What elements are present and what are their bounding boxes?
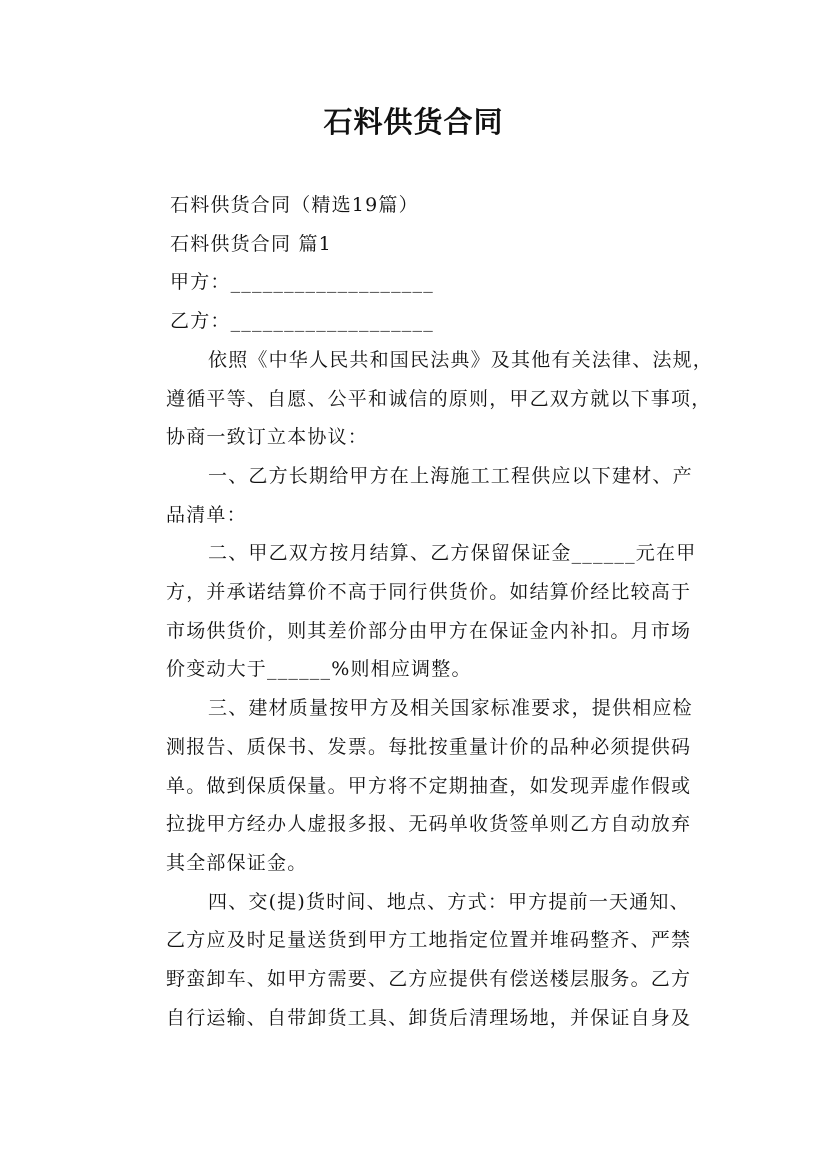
paragraph-line: 二、甲乙双方按月结算、乙方保留保证金______元在甲 [208, 542, 697, 565]
paragraph-line: 单。做到保质保量。甲方将不定期抽查，如发现弄虚作假或 [166, 774, 692, 797]
paragraph-line: 测报告、质保书、发票。每批按重量计价的品种必须提供码 [166, 735, 692, 758]
paragraph-line: 依照《中华人民共和国民法典》及其他有关法律、法规， [208, 348, 714, 371]
paragraph-line: 其全部保证金。 [166, 851, 308, 874]
paragraph-clause-2 [128, 534, 710, 689]
paragraph-intro [128, 341, 714, 457]
party-b-line: 乙方：___________________ [170, 310, 434, 333]
paragraph-line: 协商一致订立本协议： [166, 426, 369, 449]
paragraph-line: 乙方应及时足量送货到甲方工地指定位置并堆码整齐、严禁 [166, 929, 692, 952]
paragraph-clause-3 [128, 689, 710, 883]
paragraph-line: 四、交(提)货时间、地点、方式：甲方提前一天通知、 [208, 890, 690, 913]
paragraph-line: 拉拢甲方经办人虚报多报、无码单收货签单则乙方自动放弃 [166, 813, 692, 836]
party-a-line: 甲方：___________________ [170, 271, 434, 294]
paragraph-line: 遵循平等、自愿、公平和诚信的原则，甲乙双方就以下事项， [166, 387, 712, 410]
document-body [128, 186, 714, 1037]
document-title: 石料供货合同 [323, 105, 504, 139]
paragraph-clause-1 [128, 457, 710, 534]
paragraph-line: 方，并承诺结算价不高于同行供货价。如结算价经比较高于 [166, 581, 692, 604]
paragraph-line: 三、建材质量按甲方及相关国家标准要求，提供相应检 [208, 697, 693, 720]
paragraph-line: 品清单： [166, 503, 247, 526]
paragraph-line: 一、乙方长期给甲方在上海施工工程供应以下建材、产 [208, 464, 693, 487]
paragraph-line: 价变动大于______%则相应调整。 [166, 658, 472, 681]
subtitle-line: 石料供货合同（精选19篇） [170, 194, 419, 216]
paragraph-line: 市场供货价，则其差价部分由甲方在保证金内补扣。月市场 [166, 619, 692, 642]
paragraph-clause-4 [128, 883, 710, 1038]
paragraph-line: 自行运输、自带卸货工具、卸货后清理场地，并保证自身及 [166, 1006, 692, 1029]
section-heading: 石料供货合同 篇1 [170, 232, 332, 255]
paragraph-line: 野蛮卸车、如甲方需要、乙方应提供有偿送楼层服务。乙方 [166, 968, 692, 991]
